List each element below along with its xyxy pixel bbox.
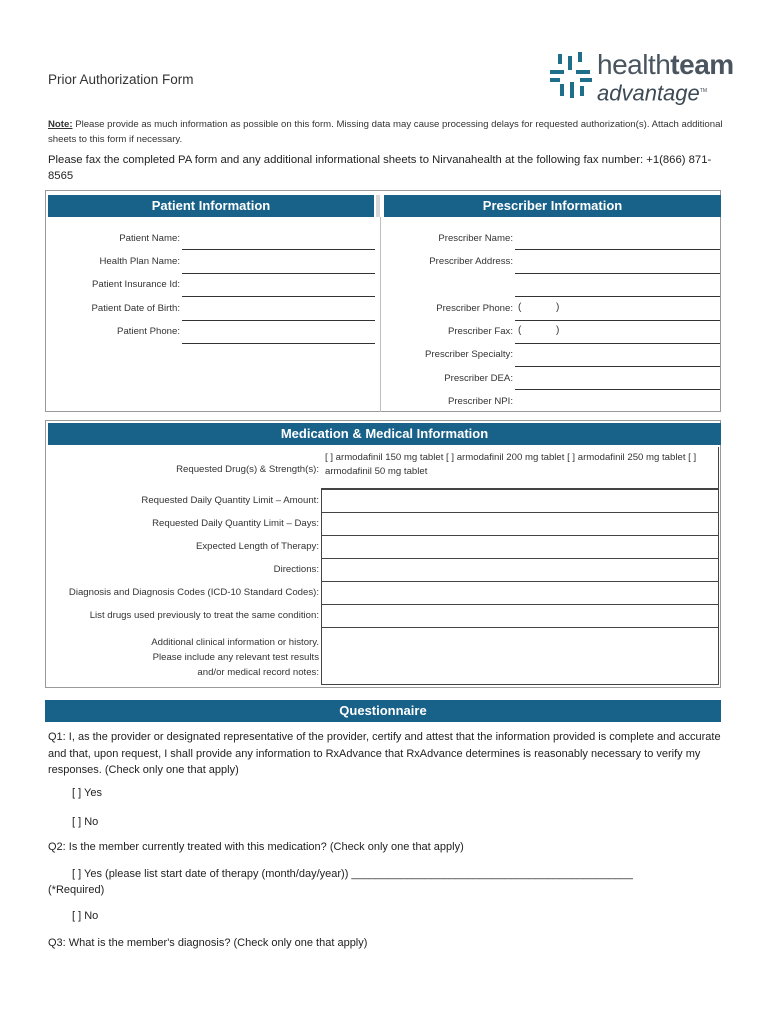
q2-no-option[interactable]: [ ] No bbox=[72, 910, 99, 922]
med-row-qty-amount bbox=[46, 489, 721, 513]
prescriber-fax-label: Prescriber Fax: bbox=[447, 326, 513, 337]
prescriber-fax-field[interactable] bbox=[515, 343, 720, 344]
note-text bbox=[48, 117, 728, 147]
prescriber-phone-field[interactable] bbox=[515, 320, 720, 321]
patient-info-heading: Patient Information bbox=[48, 195, 374, 217]
med-row-diagnosis bbox=[46, 581, 721, 605]
prescriber-address-label: Prescriber Address: bbox=[429, 256, 513, 267]
q1-text: Q1: I, as the provider or designated representative of the provider, certify and attest that the information provided is complete and accurate and that, upon request, I shall provide any information to RxAdvance that RxAdvance determines is reasonably necessary to verify my responses. (Check only one that apply) bbox=[48, 731, 721, 776]
heading-separator bbox=[376, 195, 380, 217]
logo-tagline bbox=[597, 78, 707, 106]
prescriber-specialty-field[interactable] bbox=[515, 366, 720, 367]
logo-word-team: team bbox=[670, 49, 734, 80]
patient-phone-field[interactable] bbox=[182, 343, 375, 344]
q1-no-option[interactable]: [ ] No bbox=[72, 816, 99, 828]
qty-days-label: Requested Daily Quantity Limit – Days: bbox=[152, 518, 319, 529]
logo-wordmark bbox=[597, 50, 734, 80]
diagnosis-codes-label: Diagnosis and Diagnosis Codes (ICD-10 Standard Codes): bbox=[68, 587, 319, 598]
directions-field[interactable] bbox=[321, 558, 719, 582]
requested-drugs-options[interactable]: [ ] armodafinil 150 mg tablet [ ] armodafinil 200 mg tablet [ ] armodafinil 250 mg tablet [ ] armodafinil 50 mg tablet bbox=[321, 447, 719, 489]
additional-info-label bbox=[46, 635, 319, 680]
prescriber-name-label: Prescriber Name: bbox=[438, 233, 513, 244]
additional-info-line-3: and/or medical record notes: bbox=[197, 667, 319, 678]
prescriber-address-field[interactable] bbox=[515, 273, 720, 274]
length-therapy-field[interactable] bbox=[321, 535, 719, 559]
prescriber-info-heading: Prescriber Information bbox=[384, 195, 721, 217]
patient-name-label: Patient Name: bbox=[119, 233, 180, 244]
diagnosis-codes-field[interactable] bbox=[321, 581, 719, 605]
logo-word-advantage: advantage bbox=[597, 80, 700, 106]
patient-insurance-id-field[interactable] bbox=[182, 296, 375, 297]
health-plan-name-field[interactable] bbox=[182, 273, 375, 274]
q2-text: Q2: Is the member currently treated with this medication? (Check only one that apply) bbox=[48, 841, 464, 853]
med-row-qty-days bbox=[46, 512, 721, 536]
patient-name-field[interactable] bbox=[182, 249, 375, 250]
patient-dob-field[interactable] bbox=[182, 320, 375, 321]
qty-days-field[interactable] bbox=[321, 512, 719, 536]
previous-drugs-field[interactable] bbox=[321, 604, 719, 628]
prescriber-phone-label: Prescriber Phone: bbox=[436, 303, 513, 314]
prescriber-dea-field[interactable] bbox=[515, 389, 720, 390]
patient-phone-label: Patient Phone: bbox=[117, 326, 180, 337]
healthteam-logo-icon bbox=[550, 52, 594, 100]
med-row-length bbox=[46, 535, 721, 559]
additional-info-line-2: Please include any relevant test results bbox=[152, 652, 319, 663]
length-therapy-label: Expected Length of Therapy: bbox=[195, 541, 319, 552]
form-title: Prior Authorization Form bbox=[48, 72, 194, 87]
q2-yes-option[interactable]: [ ] Yes (please list start date of therapy (month/day/year)) ______________________________________________ bbox=[72, 868, 633, 880]
q2-required-note: (*Required) bbox=[48, 884, 105, 896]
questionnaire-heading: Questionnaire bbox=[45, 700, 721, 722]
q1-yes-option[interactable]: [ ] Yes bbox=[72, 787, 102, 799]
note-body: Please provide as much information as possible on this form. Missing data may cause processing delays for requested authorization(s). Attach additional sheets to this form if necessary. bbox=[48, 119, 723, 145]
med-row-drugs bbox=[46, 447, 721, 489]
additional-info-field[interactable] bbox=[321, 627, 719, 685]
prescriber-dea-label: Prescriber DEA: bbox=[444, 373, 513, 384]
prescriber-name-field[interactable] bbox=[515, 249, 720, 250]
fax-paren-close: ) bbox=[556, 325, 560, 336]
requested-drugs-label: Requested Drug(s) & Strength(s): bbox=[176, 464, 319, 475]
phone-paren-close: ) bbox=[556, 302, 560, 313]
prescriber-specialty-label: Prescriber Specialty: bbox=[425, 349, 513, 360]
patient-insurance-id-label: Patient Insurance Id: bbox=[92, 279, 180, 290]
note-label: Note: bbox=[48, 119, 73, 130]
med-row-additional bbox=[46, 627, 721, 685]
fax-instructions: Please fax the completed PA form and any additional informational sheets to Nirvanahealth at the following fax number: +1(866) 871-8565 bbox=[48, 154, 712, 182]
fax-paren-open: ( bbox=[518, 325, 522, 336]
logo-word-health: health bbox=[597, 49, 671, 80]
additional-info-line-1: Additional clinical information or history. bbox=[151, 637, 319, 648]
prescriber-address-field-2[interactable] bbox=[515, 296, 720, 297]
med-row-previous-drugs bbox=[46, 604, 721, 628]
patient-dob-label: Patient Date of Birth: bbox=[91, 303, 180, 314]
directions-label: Directions: bbox=[273, 564, 319, 575]
previous-drugs-label: List drugs used previously to treat the same condition: bbox=[89, 610, 319, 621]
q3-text: Q3: What is the member's diagnosis? (Check only one that apply) bbox=[48, 937, 368, 949]
logo-tm: TM bbox=[699, 88, 707, 94]
qty-amount-field[interactable] bbox=[321, 489, 719, 513]
qty-amount-label: Requested Daily Quantity Limit – Amount: bbox=[141, 495, 319, 506]
health-plan-name-label: Health Plan Name: bbox=[99, 256, 180, 267]
phone-paren-open: ( bbox=[518, 302, 522, 313]
med-row-directions bbox=[46, 558, 721, 582]
medication-heading: Medication & Medical Information bbox=[48, 423, 721, 445]
prescriber-npi-label: Prescriber NPI: bbox=[447, 396, 513, 407]
